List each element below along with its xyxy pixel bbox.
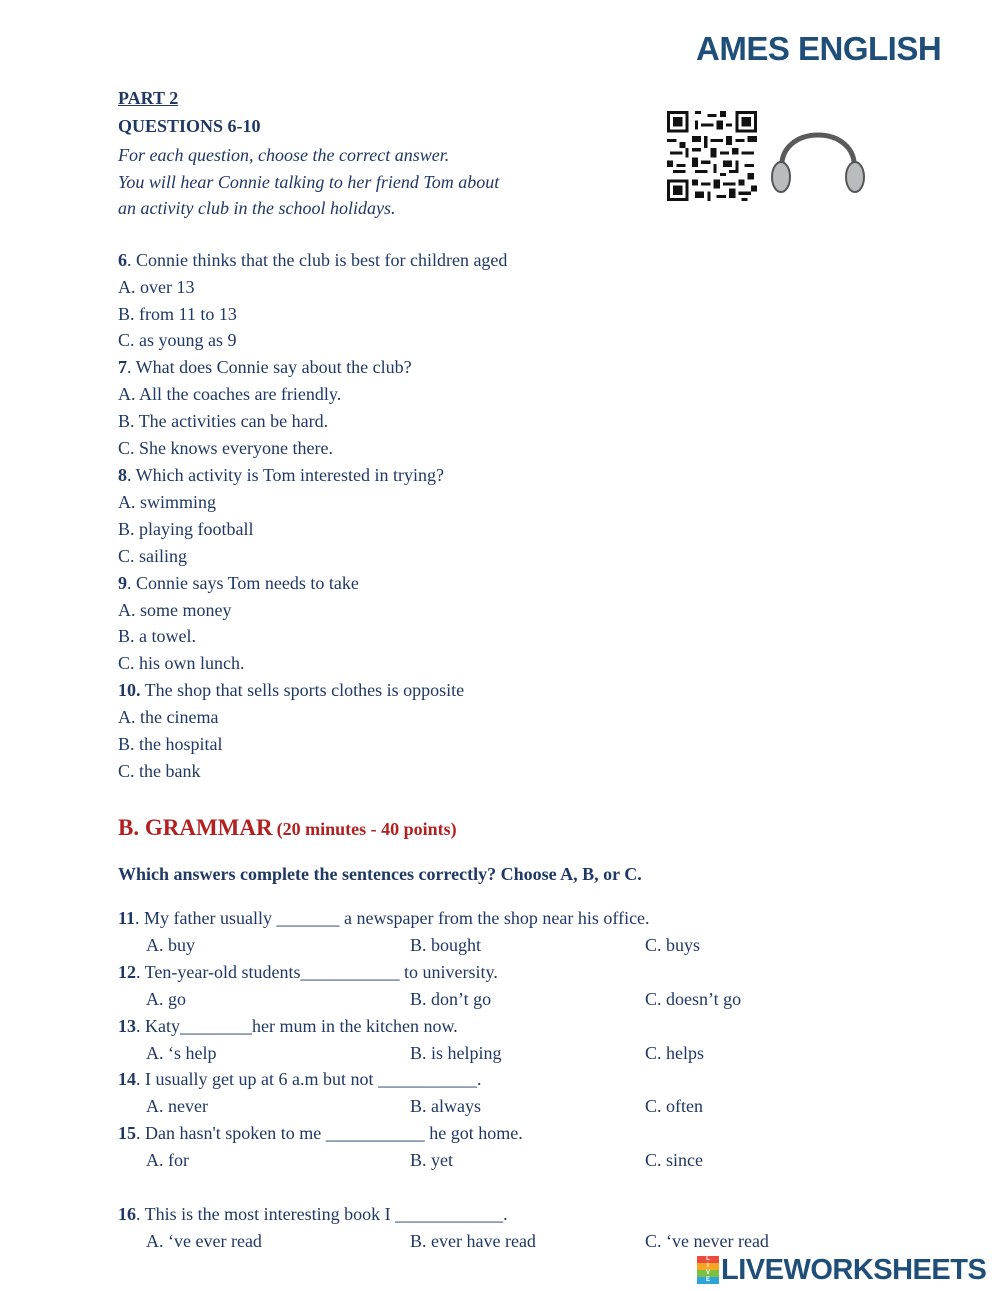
question-12: 12. Ten-year-old students___________ to university.: [118, 962, 498, 982]
question-11: 11. My father usually _______ a newspaper from the shop near his office.: [118, 908, 650, 928]
option-b[interactable]: B. ever have read: [410, 1231, 536, 1251]
grammar-instruction: Which answers complete the sentences correctly? Choose A, B, or C.: [118, 864, 642, 884]
option-a[interactable]: A. ‘ve ever read: [146, 1231, 262, 1251]
intro-line: an activity club in the school holidays.: [118, 198, 396, 218]
option-a[interactable]: A. go: [146, 989, 186, 1009]
option[interactable]: B. the hospital: [118, 734, 223, 754]
intro-line: You will hear Connie talking to her friend Tom about: [118, 171, 500, 192]
part-title: PART 2: [118, 88, 179, 108]
option[interactable]: A. over 13: [118, 277, 195, 297]
option-b[interactable]: B. don’t go: [410, 989, 492, 1009]
option[interactable]: C. sailing: [118, 546, 188, 566]
option-a[interactable]: A. buy: [146, 935, 195, 955]
question-13: 13. Katy________her mum in the kitchen now.: [118, 1016, 458, 1036]
option[interactable]: C. as young as 9: [118, 330, 237, 350]
question-14: 14. I usually get up at 6 a.m but not ___________.: [118, 1069, 482, 1089]
liveworksheets-logo[interactable]: [697, 1254, 986, 1286]
footer-logo-text: LIVEWORKSHEETS: [721, 1253, 987, 1286]
question-9: 9. Connie says Tom needs to take: [118, 573, 359, 593]
grammar-heading: [118, 815, 457, 841]
question-15: 15. Dan hasn't spoken to me ___________ he got home.: [118, 1123, 523, 1143]
part-intro: [118, 142, 499, 222]
option-b[interactable]: B. always: [410, 1096, 481, 1116]
option-c[interactable]: C. ‘ve never read: [645, 1231, 769, 1251]
live-badge-icon: L I V E: [697, 1256, 719, 1284]
option[interactable]: C. the bank: [118, 761, 201, 781]
grammar-title: B. GRAMMAR: [118, 815, 273, 840]
option[interactable]: B. playing football: [118, 519, 254, 539]
questions-range: QUESTIONS 6-10: [118, 116, 261, 136]
option-b[interactable]: B. bought: [410, 935, 482, 955]
option-a[interactable]: A. for: [146, 1150, 189, 1170]
option-c[interactable]: C. doesn’t go: [645, 989, 742, 1009]
option-b[interactable]: B. is helping: [410, 1043, 502, 1063]
headphones-icon: [768, 113, 868, 195]
option-a[interactable]: A. never: [146, 1096, 208, 1116]
option-c[interactable]: C. buys: [645, 935, 701, 955]
option[interactable]: B. a towel.: [118, 626, 196, 646]
option-b[interactable]: B. yet: [410, 1150, 453, 1170]
question-8: 8. Which activity is Tom interested in trying?: [118, 465, 445, 485]
option[interactable]: A. some money: [118, 600, 232, 620]
option-c[interactable]: C. helps: [645, 1043, 705, 1063]
option[interactable]: B. The activities can be hard.: [118, 411, 329, 431]
intro-line: For each question, choose the correct answer.: [118, 145, 450, 165]
option-c[interactable]: C. since: [645, 1150, 703, 1170]
question-6: 6. Connie thinks that the club is best for children aged: [118, 250, 508, 270]
qr-code-icon[interactable]: [667, 111, 757, 201]
question-10: 10. The shop that sells sports clothes is opposite: [118, 680, 465, 700]
option[interactable]: C. She knows everyone there.: [118, 438, 333, 458]
option-a[interactable]: A. ‘s help: [146, 1043, 217, 1063]
option[interactable]: B. from 11 to 13: [118, 304, 237, 324]
grammar-timing: (20 minutes - 40 points): [276, 819, 457, 839]
option[interactable]: A. swimming: [118, 492, 217, 512]
option[interactable]: A. the cinema: [118, 707, 219, 727]
brand-logo: AMES ENGLISH: [696, 30, 942, 67]
question-7: 7. What does Connie say about the club?: [118, 357, 412, 377]
question-16: 16. This is the most interesting book I ____________.: [118, 1204, 508, 1224]
option[interactable]: C. his own lunch.: [118, 653, 245, 673]
option-c[interactable]: C. often: [645, 1096, 703, 1116]
option[interactable]: A. All the coaches are friendly.: [118, 384, 342, 404]
